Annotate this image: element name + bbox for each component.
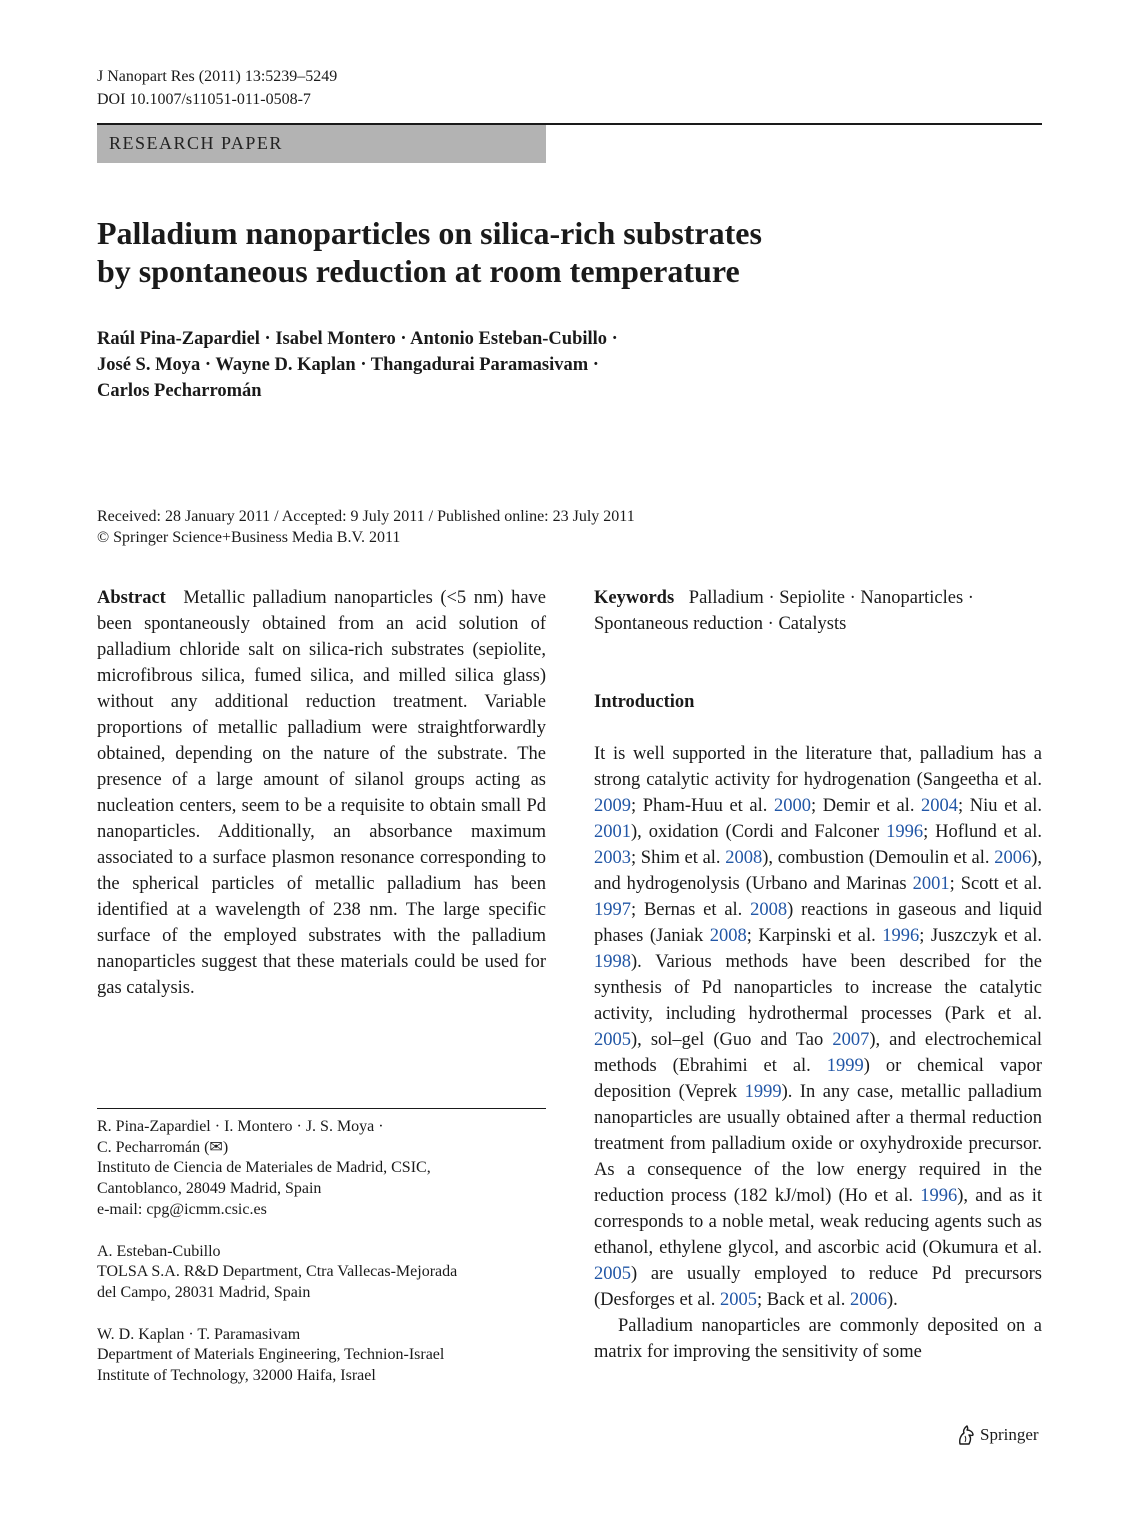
- citation-year[interactable]: 2008: [725, 848, 763, 868]
- citation-year[interactable]: 1999: [744, 1082, 782, 1102]
- affiliation-group: [97, 1325, 546, 1387]
- citation-year[interactable]: 2003: [594, 848, 631, 868]
- keywords: [594, 585, 1042, 637]
- affiliation-line: Cantoblanco, 28049 Madrid, Spain: [97, 1180, 322, 1198]
- affiliation-line: Institute of Technology, 32000 Haifa, Israel: [97, 1367, 376, 1385]
- title-line: by spontaneous reduction at room temperature: [97, 253, 740, 289]
- introduction-paragraph: It is well supported in the literature that, palladium has a strong catalytic activity for hydrogenation (Sangeetha et al. 2009; Pham-Huu et al. 2000; Demir et al. 2004; Niu et al. 2001), oxidation (Cordi and Falconer 1996; Hoflund et al. 2003; Shim et al. 2008), combustion (Demoulin et al. 2006), and hydrogenolysis (Urbano and Marinas 2001; Scott et al. 1997; Bernas et al. 2008) reactions in gaseous and liquid phases (Janiak 2008; Karpinski et al. 1996; Juszczyk et al. 1998). Various methods have been described for the synthesis of Pd nanoparticles to increase the catalytic activity, including hydrothermal processes (Park et al. 2005), sol–gel (Guo and Tao 2007), and electrochemical methods (Ebrahimi et al. 1999) or chemical vapor deposition (Veprek 1999). In any case, metallic palladium nanoparticles are usually obtained after a thermal reduction treatment from palladium oxide or oxyhydroxide precursor. As a consequence of the low energy required in the reduction process (182 kJ/mol) (Ho et al. 1996), and as it corresponds to a noble metal, weak reducing agents such as ethanol, ethylene glycol, and ascorbic acid (Okumura et al. 2005) are usually employed to reduce Pd precursors (Desforges et al. 2005; Back et al. 2006).: [594, 744, 1043, 1310]
- citation-year[interactable]: 2008: [709, 926, 747, 946]
- citation-year[interactable]: 2006: [850, 1290, 888, 1310]
- introduction-heading: Introduction: [594, 692, 695, 712]
- abstract: [97, 585, 546, 1001]
- paper-title: [97, 214, 857, 290]
- citation-year[interactable]: 2000: [773, 796, 811, 816]
- publication-dates: [97, 506, 635, 548]
- introduction-paragraph: Palladium nanoparticles are commonly deposited on a matrix for improving the sensitivity of some: [594, 1316, 1042, 1362]
- citation-year[interactable]: 2007: [832, 1030, 870, 1050]
- affiliation-rule: [97, 1108, 546, 1109]
- affiliation-line: C. Pecharromán (✉): [97, 1138, 229, 1156]
- citation-year[interactable]: 2001: [594, 822, 631, 842]
- keywords-text: Palladium · Sepiolite · Nanoparticles · Spontaneous reduction · Catalysts: [594, 588, 974, 634]
- affiliation-line: del Campo, 28031 Madrid, Spain: [97, 1283, 311, 1301]
- citation-year[interactable]: 2006: [994, 848, 1032, 868]
- citation-year[interactable]: 2005: [720, 1290, 758, 1310]
- publisher-name: Springer: [980, 1425, 1039, 1444]
- citation-year[interactable]: 2004: [921, 796, 959, 816]
- abstract-text: Metallic palladium nanoparticles (<5 nm) have been spontaneously obtained from an acid solution of palladium chloride salt on silica-rich substrates (sepiolite, microfibrous silica, fumed silica, and milled silica glass) without any additional reduction treatment. Variable proportions of metallic palladium were straightforwardly obtained, depending on the nature of the substrate. The presence of a large amount of silanol groups acting as nucleation centers, seem to be a requisite to obtain small Pd nanoparticles. Additionally, an absorbance maximum associated to a surface plasmon resonance corresponding to the spherical particles of metallic palladium has been identified at a wavelength of 238 nm. The large specific surface of the employed substrates with the palladium nanoparticles suggest that these materials could be used for gas catalysis.: [97, 588, 546, 998]
- affiliation-line: Department of Materials Engineering, Technion-Israel: [97, 1346, 445, 1364]
- affiliations: [97, 1117, 546, 1408]
- journal-citation: J Nanopart Res (2011) 13:5239–5249: [97, 68, 338, 85]
- citation-year[interactable]: 1999: [826, 1056, 864, 1076]
- author-line: Raúl Pina-Zapardiel · Isabel Montero · Antonio Esteban-Cubillo ·: [97, 329, 618, 349]
- dates-line: Received: 28 January 2011 / Accepted: 9 July 2011 / Published online: 23 July 2011: [97, 508, 635, 525]
- springer-logo: [956, 1423, 1039, 1447]
- citation-year[interactable]: 2005: [594, 1030, 631, 1050]
- section-band: [97, 125, 546, 163]
- affiliation-line: R. Pina-Zapardiel · I. Montero · J. S. Moya ·: [97, 1118, 384, 1135]
- doi: DOI 10.1007/s11051-011-0508-7: [97, 91, 311, 108]
- author-list: [97, 326, 797, 404]
- affiliation-group: [97, 1242, 546, 1304]
- citation-year[interactable]: 2009: [594, 796, 631, 816]
- author-line: José S. Moya · Wayne D. Kaplan · Thangadurai Paramasivam ·: [97, 355, 599, 375]
- affiliation-line: A. Esteban-Cubillo: [97, 1242, 221, 1260]
- citation-year[interactable]: 1998: [594, 952, 631, 972]
- abstract-label: Abstract: [97, 588, 166, 608]
- affiliation-line: Instituto de Ciencia de Materiales de Madrid, CSIC,: [97, 1159, 431, 1177]
- copyright-line: © Springer Science+Business Media B.V. 2011: [97, 529, 401, 546]
- citation-year[interactable]: 2001: [912, 874, 950, 894]
- affiliation-line: W. D. Kaplan · T. Paramasivam: [97, 1325, 301, 1343]
- citation-year[interactable]: 2008: [750, 900, 788, 920]
- introduction-body: [594, 741, 1042, 1365]
- author-line: Carlos Pecharromán: [97, 381, 262, 401]
- springer-horse-icon: [956, 1424, 976, 1446]
- citation-year[interactable]: 1996: [920, 1186, 958, 1206]
- citation-year[interactable]: 1996: [886, 822, 924, 842]
- citation-year[interactable]: 1997: [594, 900, 631, 920]
- affiliation-line: e-mail: cpg@icmm.csic.es: [97, 1200, 267, 1218]
- citation-year[interactable]: 1996: [882, 926, 920, 946]
- keywords-label: Keywords: [594, 588, 675, 608]
- title-line: Palladium nanoparticles on silica-rich substrates: [97, 215, 762, 251]
- affiliation-group: [97, 1117, 546, 1221]
- section-label: RESEARCH PAPER: [109, 133, 283, 153]
- citation-year[interactable]: 2005: [594, 1264, 631, 1284]
- affiliation-line: TOLSA S.A. R&D Department, Ctra Vallecas-Mejorada: [97, 1263, 458, 1281]
